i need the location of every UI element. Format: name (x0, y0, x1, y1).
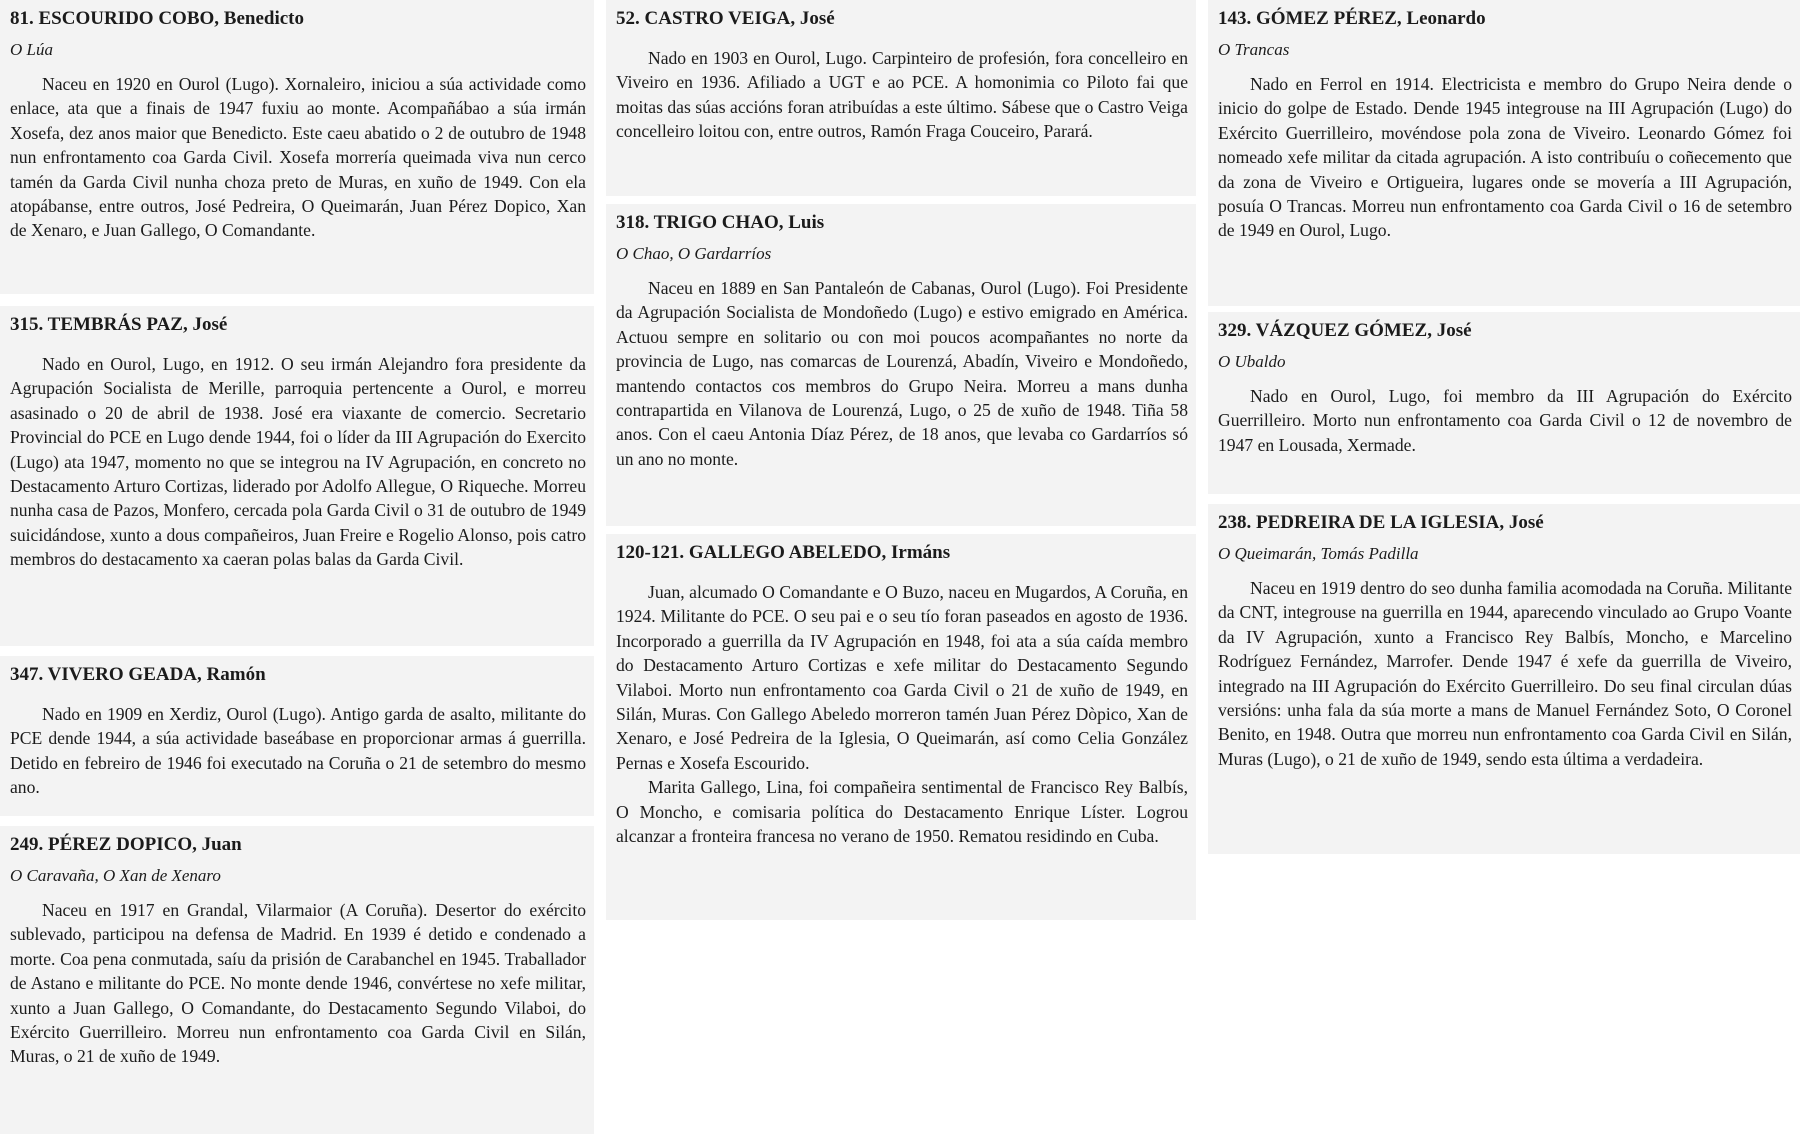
entry-paragraph: Nado en Ourol, Lugo, foi membro da III Agrupación do Exército Guerrilleiro. Morto nun enfrontamento coa Garda Civil o 12 de novembro de 1947 en Lousada, Xermade. (1218, 386, 1792, 455)
entry-heading: 143. GÓMEZ PÉREZ, Leonardo (1218, 8, 1486, 29)
entry-alias: O Chao, O Gardarríos (616, 244, 772, 263)
entry-heading: 238. PEDREIRA DE LA IGLESIA, José (1218, 512, 1544, 533)
entry-heading: 120-121. GALLEGO ABELEDO, Irmáns (616, 542, 951, 563)
entry-paragraph: Marita Gallego, Lina, foi compañeira sentimental de Francisco Rey Balbís, O Moncho, e comisaria política do Destacamento Enrique Líster. Logrou alcanzar a fronteira francesa no verano de 1950. Rematou residindo en Cuba. (616, 777, 1188, 847)
entry-trigo-chao (606, 204, 1196, 526)
entry-vazquez-gomez (1208, 312, 1800, 494)
entry-paragraph: Nado en Ferrol en 1914. Electricista e membro do Grupo Neira dende o inicio do golpe de Estado. Dende 1945 integrouse na III Agrupación (Lugo) do Exército Guerrilleiro, movéndose pola zona de Viveiro. Leonardo Gómez foi nomeado xefe militar da citada agrupación. A isto contribuíu o coñecemento que da zona de Viveiro e Ortigueira, lugares onde se movería a III Agrupación, posuía O Trancas. Morreu nun enfrontamento coa Garda Civil o 16 de setembro de 1949 en Ourol, Lugo. (1218, 74, 1792, 241)
entry-heading: 315. TEMBRÁS PAZ, José (10, 314, 228, 335)
entry-heading: 318. TRIGO CHAO, Luis (616, 212, 825, 233)
entry-gallego-abeledo (606, 534, 1196, 920)
entry-heading: 347. VIVERO GEADA, Ramón (10, 664, 266, 685)
entry-paragraph: Naceu en 1917 en Grandal, Vilarmaior (A Coruña). Desertor do exército sublevado, participou na defensa de Madrid. En 1939 é detido e condenado a morte. Coa pena conmutada, saíu da prisión de Carabanchel en 1945. Traballador de Astano e militante do PCE. No monte dende 1946, convértese no xefe militar, xunto a Juan Gallego, O Comandante, do Destacamento Segundo Vilaboi, do Exército Guerrilleiro. Morreu nun enfrontamento coa Garda Civil en Silán, Muras, o 21 de xuño de 1949. (10, 900, 586, 1067)
entry-paragraph: Naceu en 1889 en San Pantaleón de Cabanas, Ourol (Lugo). Foi Presidente da Agrupación Socialista de Mondoñedo (Lugo) e estivo emigrado en América. Actuou sempre en solitario ou con moi poucos acompañantes no norte da provincia de Lugo, nas comarcas de Lourenzá, Abadín, Viveiro e Mondoñedo, mantendo contactos cos membros do Grupo Neira. Morreu a mans dunha contrapartida en Vilanova de Lourenzá, Lugo, o 25 de xuño de 1948. Tiña 58 anos. Con el caeu Antonia Díaz Pérez, de 18 anos, que levaba co Gardarríos só un ano no monte. (616, 278, 1188, 469)
entry-alias: O Lúa (10, 40, 53, 59)
entry-paragraph: Naceu en 1919 dentro do seo dunha familia acomodada na Coruña. Militante da CNT, integrouse na guerrilla en 1944, aparecendo vinculado ao Grupo Voante da IV Agrupación, xunto a Francisco Rey Balbís, Moncho, e Marcelino Rodríguez Fernández, Marrofer. Dende 1947 é xefe da guerrilla de Viveiro, integrado na III Agrupación do Exército Guerrilleiro. Do seu final circulan dúas versións: unha fala da súa morte a mans de Manuel Fernández Soto, O Coronel Benito, en 1948. Outra que morreu nun enfrontamento coa Garda Civil en Silán, Muras (Lugo), o 21 de xuño de 1949, sendo esta última a verdadeira. (1218, 578, 1792, 769)
entry-alias: O Caravaña, O Xan de Xenaro (10, 866, 221, 885)
entry-pedreira-de-la-iglesia (1208, 504, 1800, 854)
entry-gomez-perez (1208, 0, 1800, 306)
entry-heading: 329. VÁZQUEZ GÓMEZ, José (1218, 320, 1472, 341)
entry-paragraph: Nado en Ourol, Lugo, en 1912. O seu irmán Alejandro fora presidente da Agrupación Socialista de Merille, parroquia pertencente a Ourol, e morreu asasinado o 20 de abril de 1938. José era viaxante de comercio. Secretario Provincial do PCE en Lugo dende 1944, foi o líder da III Agrupación do Exercito (Lugo) ata 1947, momento no que se integrou na IV Agrupación, en concreto no Destacamento Arturo Cortizas, liderado por Adolfo Allegue, O Riqueche. Morreu nunha casa de Pazos, Monfero, cercada pola Garda Civil o 31 de outubro de 1949 suicidándose, xunto a dous compañeiros, Juan Freire e Rogelio Alonso, pois catro membros do destacamento xa caeran polas balas da Garda Civil. (10, 354, 586, 570)
entry-tembras-paz (0, 306, 594, 646)
entry-paragraph: Juan, alcumado O Comandante e O Buzo, naceu en Mugardos, A Coruña, en 1924. Militante do PCE. O seu pai e o seu tío foran paseados en agosto de 1936. Incorporado a guerrilla da IV Agrupación en 1948, foi ata a súa caída membro do Destacamento Arturo Cortizas e xefe militar do Destacamento Segundo Vilaboi. Morto nun enfrontamento coa Garda Civil o 21 de xuño de 1949, en Silán, Muras. Con Gallego Abeledo morreron tamén Juan Pérez Dòpico, Xan de Xenaro, e José Pedreira de la Iglesia, O Queimarán, así como Celia González Pernas e Xosefa Escourido. (616, 582, 1188, 773)
entry-heading: 81. ESCOURIDO COBO, Benedicto (10, 8, 304, 29)
entry-paragraph: Nado en 1903 en Ourol, Lugo. Carpinteiro de profesión, fora concelleiro en Viveiro en 1936. Afiliado a UGT e ao PCE. A homonimia co Piloto fai que moitas das súas accións foran atribuídas a este último. Sábese que o Castro Veiga concelleiro loitou con, entre outros, Ramón Fraga Couceiro, Parará. (616, 48, 1188, 142)
entry-perez-dopico (0, 826, 594, 1134)
entry-alias: O Queimarán, Tomás Padilla (1218, 544, 1419, 563)
entry-alias: O Ubaldo (1218, 352, 1286, 371)
entry-paragraph: Naceu en 1920 en Ourol (Lugo). Xornaleiro, iniciou a súa actividade como enlace, ata que a finais de 1947 fuxiu ao monte. Acompañábao a súa irmán Xosefa, dez anos maior que Benedicto. Este caeu abatido o 2 de outubro de 1948 nun enfrontamento coa Garda Civil. Xosefa morrería queimada viva nun cerco tamén da Garda Civil nunha choza preto de Muras, en xuño de 1949. Con ela atopábanse, entre outros, José Pedreira, O Queimarán, Juan Pérez Dopico, Xan de Xenaro, e Juan Gallego, O Comandante. (10, 74, 586, 241)
entry-heading: 52. CASTRO VEIGA, José (616, 8, 835, 29)
entry-heading: 249. PÉREZ DOPICO, Juan (10, 834, 242, 855)
entry-escourido-cobo (0, 0, 594, 294)
entry-vivero-geada (0, 656, 594, 816)
entry-castro-veiga (606, 0, 1196, 196)
entry-alias: O Trancas (1218, 40, 1290, 59)
entry-paragraph: Nado en 1909 en Xerdiz, Ourol (Lugo). Antigo garda de asalto, militante do PCE dende 1944, a súa actividade baseábase en proporcionar armas á guerrilla. Detido en febreiro de 1946 foi executado na Coruña o 21 de setembro do mesmo ano. (10, 704, 586, 798)
